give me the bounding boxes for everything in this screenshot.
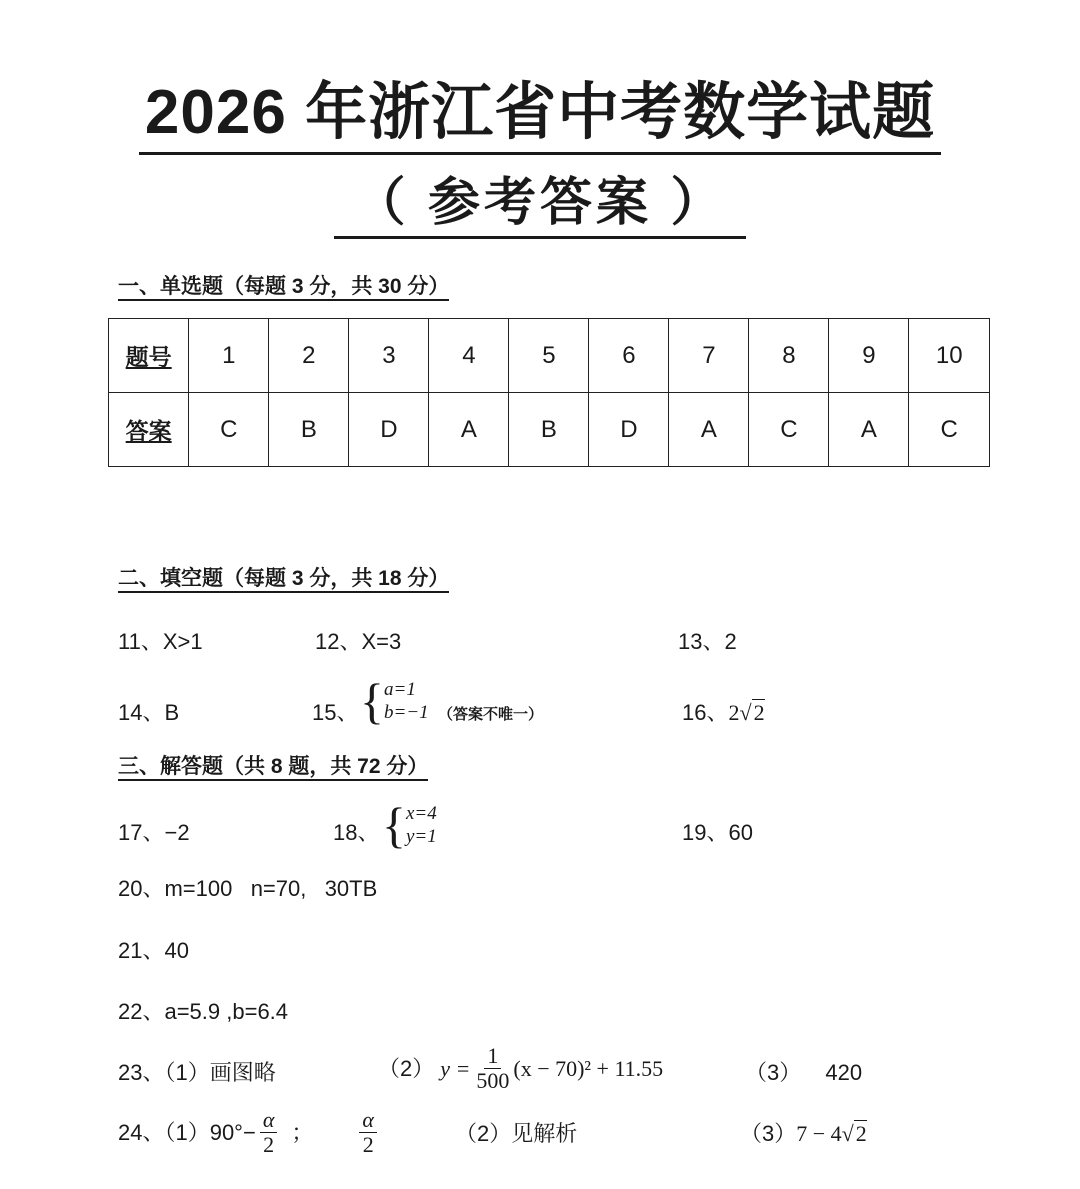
answer-q22: 22、a=5.9 ,b=6.4 <box>118 999 289 1024</box>
document-subtitle <box>0 172 1080 239</box>
fraction-numerator: 1 <box>484 1044 501 1069</box>
brace-symbol: { <box>360 673 384 729</box>
document-title <box>0 78 1080 155</box>
table-cell-answer: D <box>349 393 429 467</box>
table-cell-number: 5 <box>509 319 589 393</box>
table-cell-number: 3 <box>349 319 429 393</box>
sqrt-radicand: 2 <box>855 1121 867 1146</box>
answer-q21: 21、40 <box>118 938 189 963</box>
q23-part3-label: （3） <box>745 1060 802 1085</box>
answer-q12: 12、X=3 <box>315 629 402 654</box>
table-cell-answer: A <box>829 393 909 467</box>
answer-q23-part3 <box>745 1058 862 1088</box>
answer-q24-part3 <box>740 1119 867 1149</box>
answer-q23-part1: 23、（1）画图略 <box>118 1060 276 1085</box>
answer-q11: 11、X>1 <box>118 629 203 654</box>
table-header-answer: 答案 <box>109 393 189 467</box>
answer-table-row-answers <box>109 393 990 467</box>
q24-fraction <box>260 1108 278 1157</box>
fraction-denominator: 2 <box>362 1132 374 1157</box>
answer-q23-part2 <box>378 1044 663 1093</box>
sqrt-expression: √2 <box>841 1121 867 1146</box>
answer-q20: 20、m=100 n=70, 30TB <box>118 876 378 901</box>
answer-q13: 13、2 <box>678 629 737 654</box>
table-cell-answer: C <box>189 393 269 467</box>
answer-q16-prefix: 16、 <box>682 700 729 725</box>
q24-fraction-2 <box>359 1108 377 1157</box>
table-cell-number: 4 <box>429 319 509 393</box>
table-cell-number: 1 <box>189 319 269 393</box>
answer-q17: 17、−2 <box>118 820 190 845</box>
section-heading-label: 三、解答题（共 8 题，共 72 分） <box>118 755 428 781</box>
equation-line: y=1 <box>406 826 437 847</box>
table-cell-number: 9 <box>829 319 909 393</box>
fraction-denominator: 2 <box>263 1132 275 1157</box>
section-heading-label: 二、填空题（每题 3 分，共 18 分） <box>118 567 449 593</box>
answer-table-row-numbers <box>109 319 990 393</box>
q23-expression: (x − 70)² + 11.55 <box>513 1055 664 1081</box>
section-heading-fill-in <box>118 566 449 592</box>
table-cell-number: 2 <box>269 319 349 393</box>
section-heading-single-choice <box>118 274 449 300</box>
answer-q24-part2: （2）见解析 <box>455 1121 578 1146</box>
q23-part3-value: 420 <box>825 1060 863 1085</box>
equation-line: b=−1 <box>384 702 429 723</box>
equation-line: a=1 <box>384 679 416 700</box>
q24-separator: ； <box>291 1119 314 1145</box>
equation-lines <box>406 802 437 848</box>
document-title-text: 2026 年浙江省中考数学试题 <box>139 78 941 155</box>
answer-q15-system <box>360 673 429 729</box>
table-cell-answer: A <box>669 393 749 467</box>
equation-line: x=4 <box>406 803 437 824</box>
answer-q16 <box>682 698 765 728</box>
q23-fraction <box>476 1044 509 1093</box>
fraction-numerator: α <box>260 1108 278 1133</box>
answer-q15-prefix: 15、 <box>312 700 359 725</box>
table-cell-answer: D <box>589 393 669 467</box>
table-cell-number: 8 <box>749 319 829 393</box>
fraction-denominator: 500 <box>476 1068 510 1093</box>
table-cell-answer: B <box>269 393 349 467</box>
sqrt-expression: √2 <box>739 700 765 725</box>
equation-lines <box>384 678 429 724</box>
table-cell-answer: C <box>749 393 829 467</box>
q24-part1-label: 24、（1）90°− <box>118 1119 256 1145</box>
brace-symbol: { <box>382 797 406 853</box>
answer-q18-prefix: 18、 <box>333 820 380 845</box>
answer-q24-part1 <box>118 1108 377 1157</box>
answer-q14: 14、B <box>118 700 180 725</box>
table-cell-number: 6 <box>589 319 669 393</box>
table-cell-number: 10 <box>909 319 990 393</box>
fraction-numerator: α <box>359 1108 377 1133</box>
q24-part3-label: （3） <box>740 1121 797 1146</box>
q16-coefficient: 2 <box>728 700 740 725</box>
table-cell-number: 7 <box>669 319 749 393</box>
sqrt-radicand: 2 <box>753 700 765 725</box>
section-heading-label: 一、单选题（每题 3 分，共 30 分） <box>118 275 449 301</box>
table-cell-answer: B <box>509 393 589 467</box>
q23-lhs: y = <box>440 1055 471 1081</box>
q24-part3-prefix: 7 − 4 <box>796 1121 842 1146</box>
table-cell-answer: A <box>429 393 509 467</box>
section-heading-solve <box>118 754 428 780</box>
table-header-question-number: 题号 <box>109 319 189 393</box>
table-cell-answer: C <box>909 393 990 467</box>
document-subtitle-text: （ 参考答案 ） <box>334 172 747 239</box>
answer-q15-note: （答案不唯一） <box>438 706 544 723</box>
answer-q18-system <box>382 797 437 853</box>
answer-table <box>108 318 990 467</box>
answer-q19: 19、60 <box>682 820 753 845</box>
q23-part2-label: （2） <box>378 1055 435 1081</box>
